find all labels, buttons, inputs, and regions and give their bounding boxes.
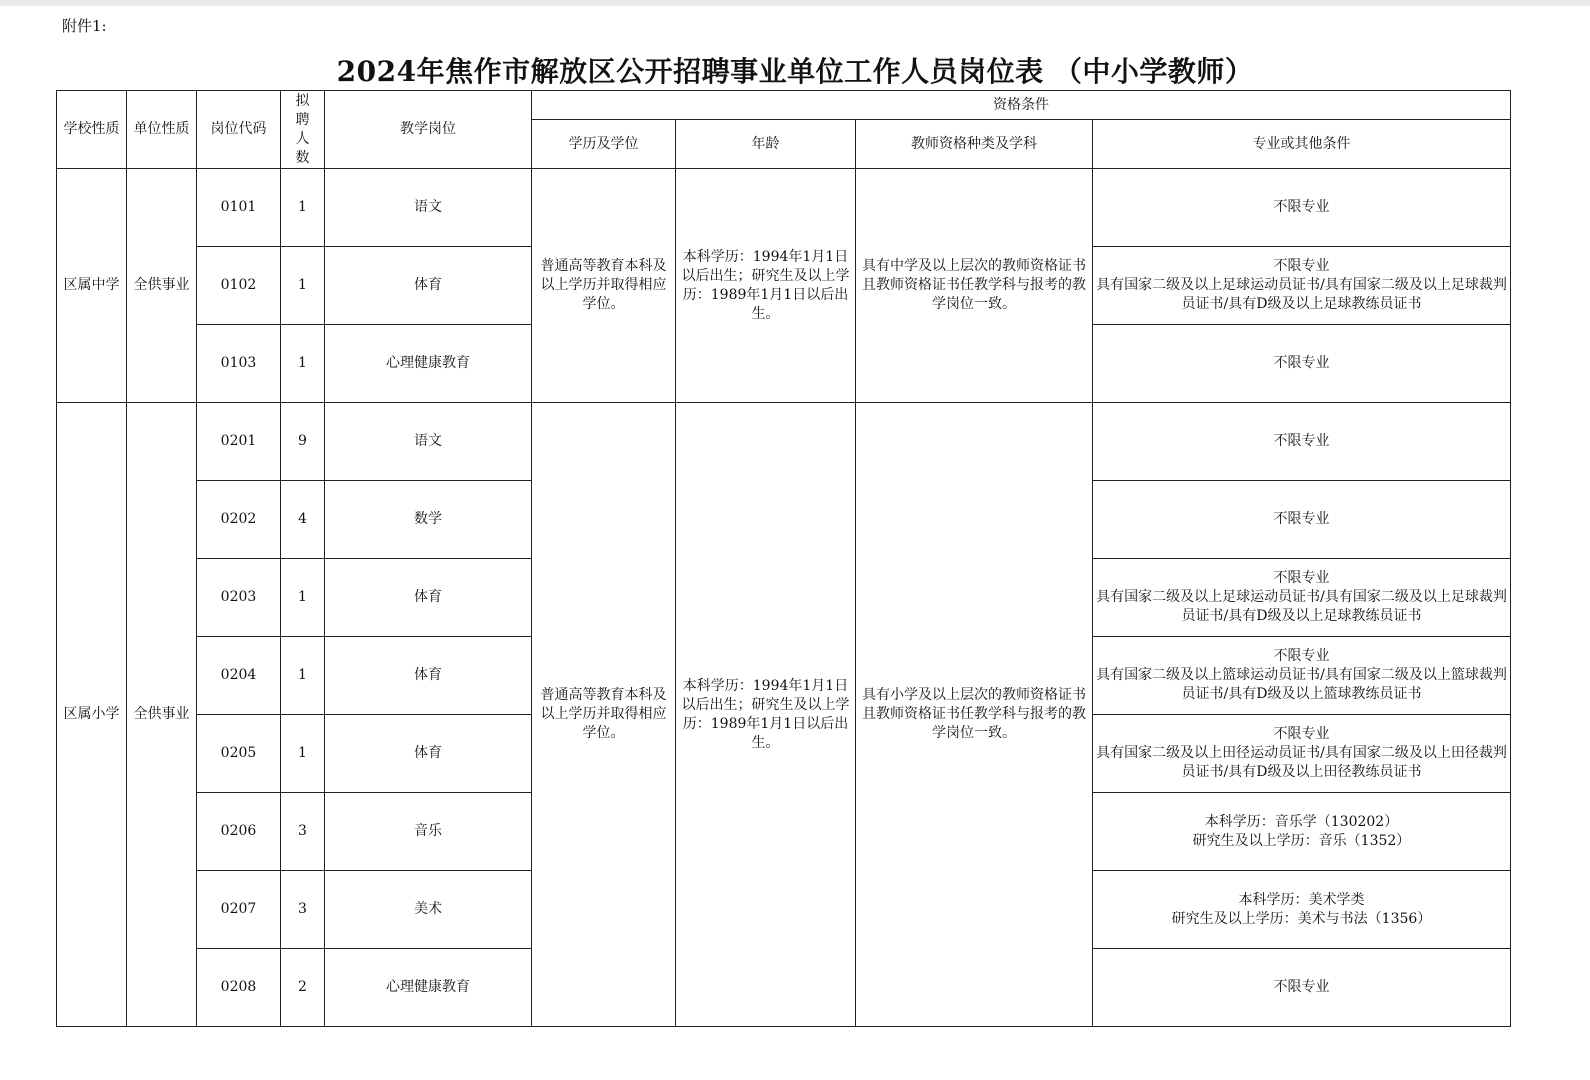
certificate-cell: 具有小学及以上层次的教师资格证书且教师资格证书任教学科与报考的教学岗位一致。: [856, 403, 1093, 1027]
major-line: 具有国家二级及以上足球运动员证书/具有国家二级及以上足球裁判员证书/具有D级及以上足球教练员证书: [1096, 589, 1507, 624]
education-cell: 普通高等教育本科及以上学历并取得相应学位。: [532, 403, 676, 1027]
header-post-code: 岗位代码: [197, 91, 281, 169]
major-line: 不限专业: [1273, 726, 1330, 742]
page-title: 2024年焦作市解放区公开招聘事业单位工作人员岗位表 （中小学教师）: [336, 55, 1254, 88]
post-code-cell: 0207: [197, 871, 281, 949]
header-unit-type: 单位性质: [127, 91, 197, 169]
age-cell: 本科学历：1994年1月1日以后出生；研究生及以上学历：1989年1月1日以后出生。: [676, 403, 856, 1027]
headcount-cell: 1: [281, 715, 325, 793]
major-line: 具有国家二级及以上篮球运动员证书/具有国家二级及以上篮球裁判员证书/具有D级及以上篮球教练员证书: [1096, 667, 1507, 702]
header-headcount: 拟聘人数: [281, 91, 325, 169]
certificate-cell: 具有中学及以上层次的教师资格证书且教师资格证书任教学科与报考的教学岗位一致。: [856, 169, 1093, 403]
table-row: [57, 169, 1511, 247]
header-age: 年龄: [676, 120, 856, 169]
headcount-cell: 4: [281, 481, 325, 559]
header-major: 专业或其他条件: [1093, 120, 1511, 169]
header-school-type: 学校性质: [57, 91, 127, 169]
unit-type-cell: 全供事业: [127, 169, 197, 403]
header-teaching-post: 教学岗位: [325, 91, 532, 169]
post-code-cell: 0102: [197, 247, 281, 325]
age-cell: 本科学历：1994年1月1日以后出生；研究生及以上学历：1989年1月1日以后出生。: [676, 169, 856, 403]
major-cell: [1093, 247, 1511, 325]
header-education: 学历及学位: [532, 120, 676, 169]
major-cell: 不限专业: [1093, 481, 1511, 559]
table-row: [57, 403, 1511, 481]
teaching-post-cell: 心理健康教育: [325, 949, 532, 1027]
teaching-post-cell: 美术: [325, 871, 532, 949]
headcount-cell: 1: [281, 169, 325, 247]
teaching-post-cell: 体育: [325, 715, 532, 793]
teaching-post-cell: 体育: [325, 637, 532, 715]
major-line: 本科学历：音乐学（130202）: [1204, 813, 1399, 830]
school-type-cell: 区属小学: [57, 403, 127, 1027]
positions-table: [56, 90, 1511, 1027]
education-cell: 普通高等教育本科及以上学历并取得相应学位。: [532, 169, 676, 403]
post-code-cell: 0205: [197, 715, 281, 793]
major-line: 不限专业: [1273, 570, 1330, 586]
unit-type-cell: 全供事业: [127, 403, 197, 1027]
headcount-cell: 1: [281, 559, 325, 637]
headcount-cell: 2: [281, 949, 325, 1027]
major-cell: 不限专业: [1093, 949, 1511, 1027]
major-line: 具有国家二级及以上足球运动员证书/具有国家二级及以上足球裁判员证书/具有D级及以上足球教练员证书: [1096, 277, 1507, 312]
headcount-cell: 1: [281, 325, 325, 403]
teaching-post-cell: 心理健康教育: [325, 325, 532, 403]
major-line: 研究生及以上学历：音乐（1352）: [1192, 832, 1411, 849]
major-cell: [1093, 715, 1511, 793]
headcount-cell: 3: [281, 871, 325, 949]
major-line: 研究生及以上学历：美术与书法（1356）: [1171, 910, 1432, 927]
teaching-post-cell: 语文: [325, 169, 532, 247]
major-line: 具有国家二级及以上田径运动员证书/具有国家二级及以上田径裁判员证书/具有D级及以上田径教练员证书: [1096, 745, 1507, 780]
headcount-cell: 3: [281, 793, 325, 871]
major-line: 不限专业: [1273, 258, 1330, 274]
post-code-cell: 0103: [197, 325, 281, 403]
teaching-post-cell: 数学: [325, 481, 532, 559]
header-qualifications: 资格条件: [532, 91, 1511, 120]
post-code-cell: 0206: [197, 793, 281, 871]
teaching-post-cell: 体育: [325, 247, 532, 325]
viewer-top-edge: [0, 0, 1590, 6]
major-line: 本科学历：美术学类: [1238, 891, 1365, 908]
major-line: 不限专业: [1273, 648, 1330, 664]
attachment-label: 附件1:: [62, 17, 107, 35]
major-cell: 不限专业: [1093, 169, 1511, 247]
major-cell: 不限专业: [1093, 403, 1511, 481]
post-code-cell: 0201: [197, 403, 281, 481]
post-code-cell: 0208: [197, 949, 281, 1027]
post-code-cell: 0101: [197, 169, 281, 247]
headcount-cell: 1: [281, 247, 325, 325]
major-cell: [1093, 637, 1511, 715]
headcount-cell: 9: [281, 403, 325, 481]
teaching-post-cell: 音乐: [325, 793, 532, 871]
post-code-cell: 0202: [197, 481, 281, 559]
post-code-cell: 0204: [197, 637, 281, 715]
major-cell: [1093, 871, 1511, 949]
major-cell: [1093, 559, 1511, 637]
post-code-cell: 0203: [197, 559, 281, 637]
teaching-post-cell: 语文: [325, 403, 532, 481]
headcount-cell: 1: [281, 637, 325, 715]
header-certificate: 教师资格种类及学科: [856, 120, 1093, 169]
major-cell: [1093, 793, 1511, 871]
school-type-cell: 区属中学: [57, 169, 127, 403]
major-cell: 不限专业: [1093, 325, 1511, 403]
teaching-post-cell: 体育: [325, 559, 532, 637]
